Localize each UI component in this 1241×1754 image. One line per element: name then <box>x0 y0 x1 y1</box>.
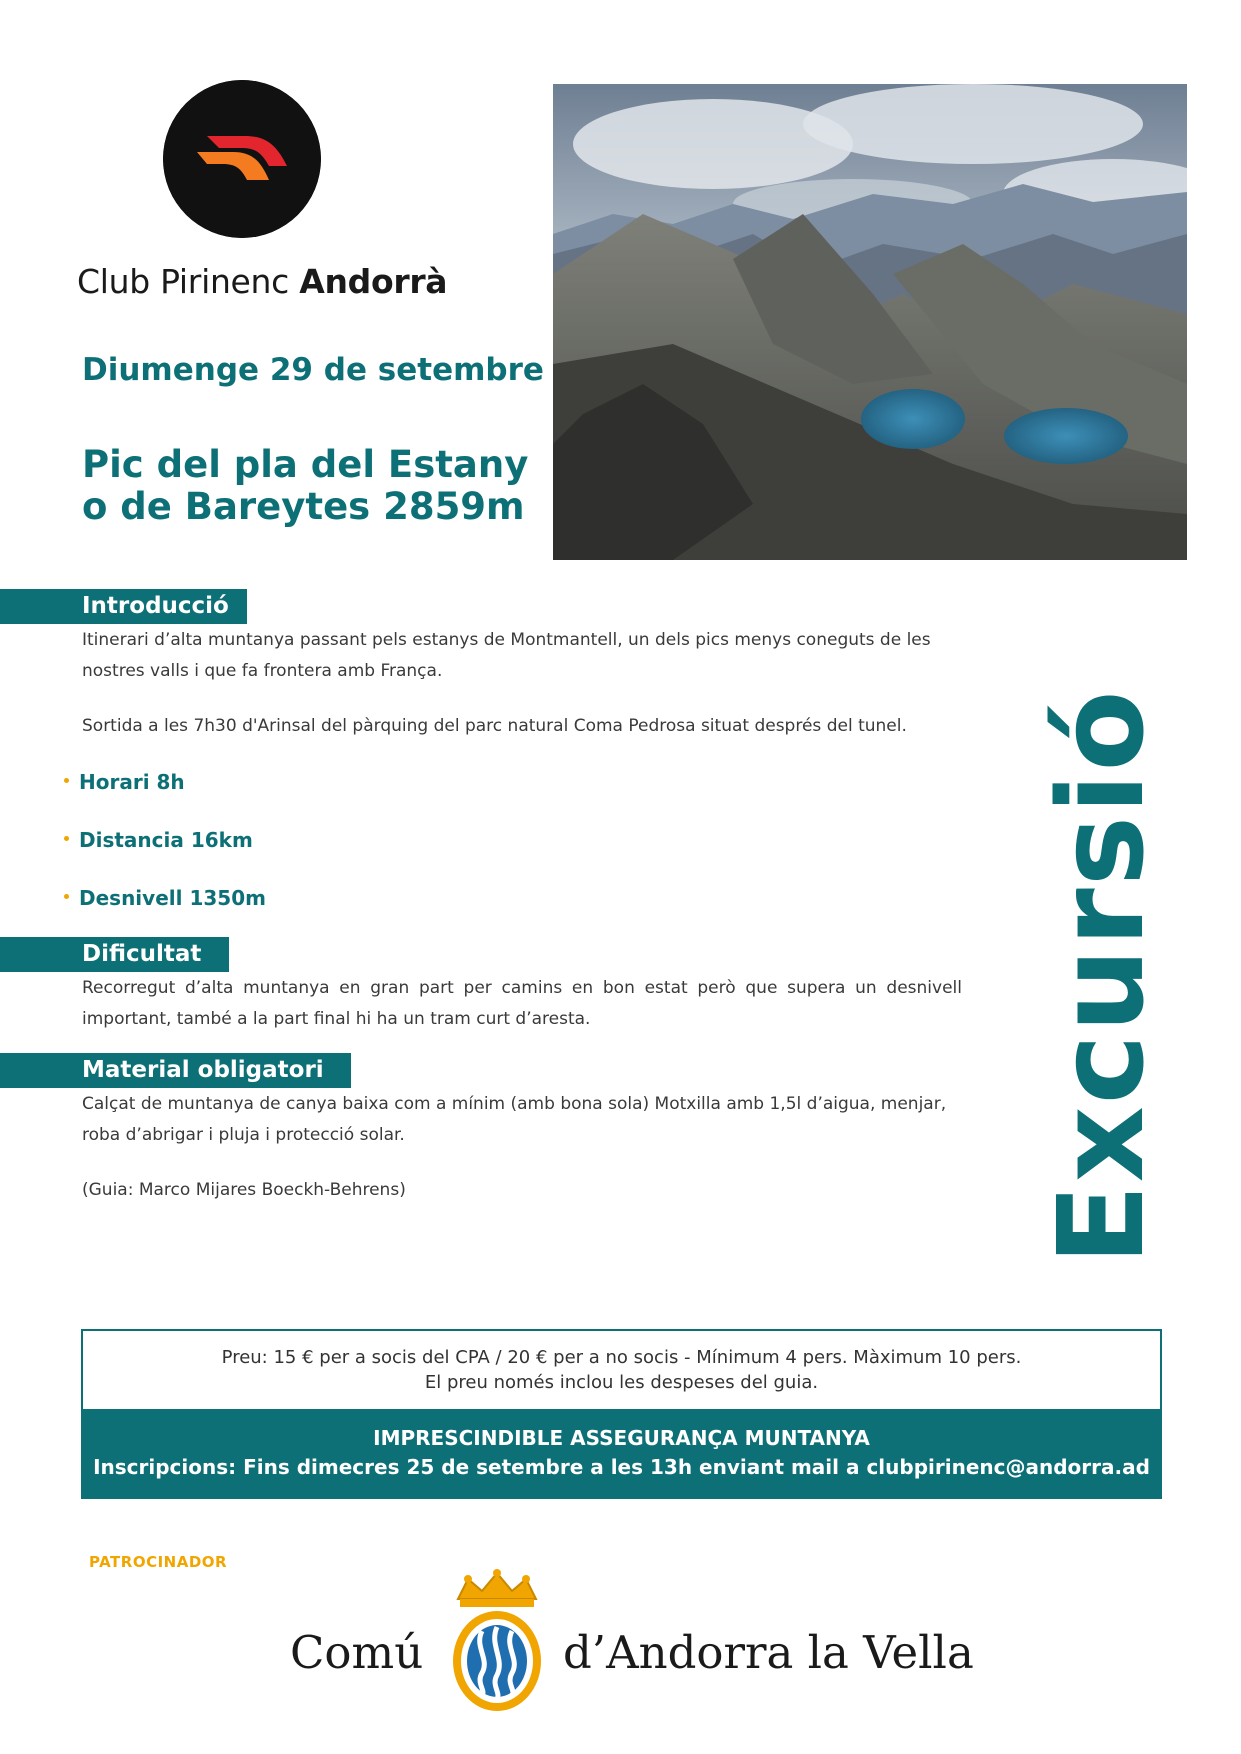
event-title-line1: Pic del pla del Estany <box>82 443 529 486</box>
vertical-title: Excursió <box>1032 688 1170 1265</box>
event-title <box>82 444 528 528</box>
sponsor-name-right: d’Andorra la Vella <box>563 1626 974 1679</box>
sponsor-name-left: Comú <box>290 1626 424 1679</box>
price-includes: El preu només inclou les despeses del guia. <box>424 1372 819 1393</box>
intro-paragraph: Itinerari d’alta muntanya passant pels estanys de Montmantell, un dels pics menys coneguts de les nostres valls i que fa frontera amb França. <box>82 630 931 681</box>
departure-paragraph: Sortida a les 7h30 d'Arinsal del pàrquing del parc natural Coma Pedrosa situat després del tunel. <box>82 716 907 736</box>
event-title-line2: o de Bareytes 2859m <box>82 485 525 528</box>
material-paragraph: Calçat de muntanya de canya baixa com a mínim (amb bona sola) Motxilla amb 1,5l d’aigua, menjar, roba d’abrigar i pluja i protecció solar. <box>82 1094 947 1145</box>
coat-of-arms-icon <box>446 1569 548 1713</box>
mountain-landscape-image <box>553 84 1187 560</box>
bullet-schedule <box>64 770 185 794</box>
difficulty-paragraph: Recorregut d’alta muntanya en gran part per camins en bon estat però que supera un desnivell important, també a la part final hi ha un tram curt d’aresta. <box>82 978 962 1029</box>
insurance-notice: IMPRESCINDIBLE ASSEGURANÇA MUNTANYA <box>373 1426 870 1450</box>
bullet-distance-text: Distancia 16km <box>79 828 253 852</box>
guide-credit: (Guia: Marco Mijares Boeckh-Behrens) <box>82 1180 406 1200</box>
club-name-regular: Club Pirinenc <box>77 262 300 301</box>
price-box <box>81 1329 1162 1499</box>
price-info <box>83 1331 1160 1409</box>
price-line: Preu: 15 € per a socis del CPA / 20 € per a no socis - Mínimum 4 pers. Màximum 10 pers. <box>221 1347 1022 1368</box>
mountain-lakes-photo <box>553 84 1187 560</box>
club-name-bold: Andorrà <box>299 262 448 301</box>
club-logo <box>163 80 321 238</box>
club-name <box>77 262 447 301</box>
registration-banner <box>83 1409 1160 1497</box>
club-logo-icon <box>163 80 321 238</box>
section-heading-material: Material obligatori <box>0 1053 351 1088</box>
sponsor-label: PATROCINADOR <box>89 1553 228 1571</box>
bullet-distance <box>64 828 253 852</box>
section-heading-intro: Introducció <box>0 589 247 624</box>
bullet-elevation <box>64 886 266 910</box>
event-date: Diumenge 29 de setembre <box>82 352 544 388</box>
section-heading-difficulty: Dificultat <box>0 937 229 972</box>
bullet-elevation-text: Desnivell 1350m <box>79 886 266 910</box>
bullet-dot-icon <box>64 894 69 899</box>
bullet-schedule-text: Horari 8h <box>79 770 185 794</box>
bullet-dot-icon <box>64 836 69 841</box>
bullet-dot-icon <box>64 778 69 783</box>
registration-info: Inscripcions: Fins dimecres 25 de setembre a les 13h enviant mail a clubpirinenc@andorra.ad <box>93 1455 1150 1479</box>
